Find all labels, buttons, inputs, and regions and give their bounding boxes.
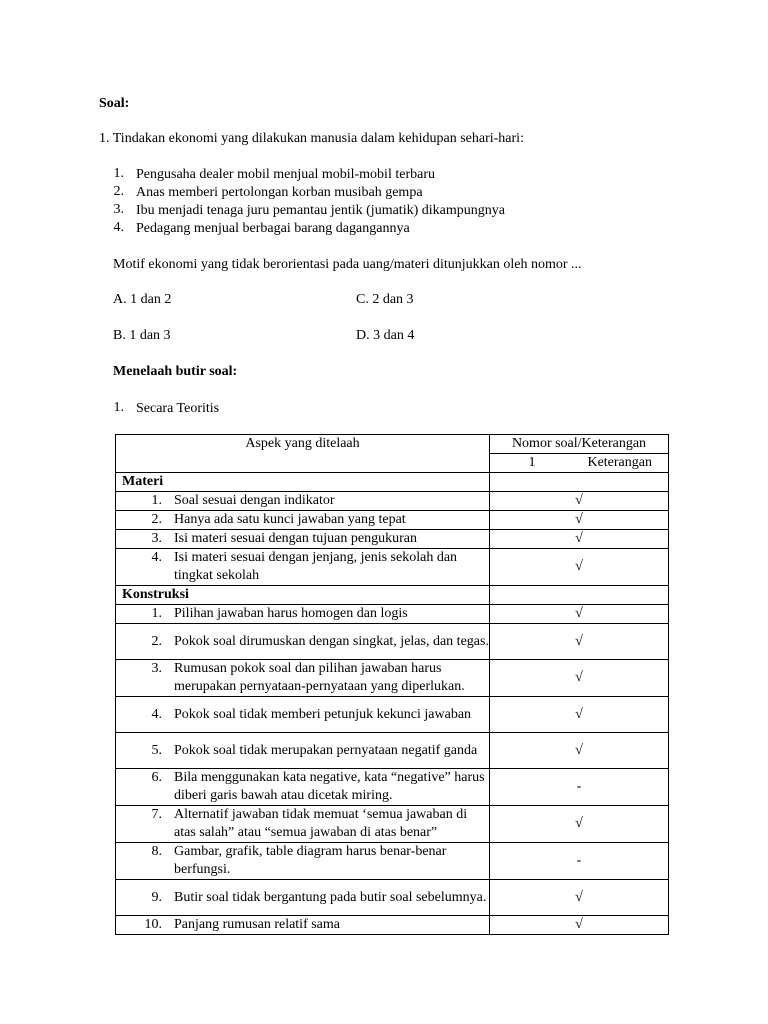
row-text: Rumusan pokok soal dan pilihan jawaban harus merupakan pernyataan-pernyataan yang diperlukan. <box>174 661 465 694</box>
subheader-keterangan: Keterangan <box>587 455 652 470</box>
question-text: 1. Tindakan ekonomi yang dilakukan manusia dalam kehidupan sehari-hari: <box>99 131 524 146</box>
row-text: Panjang rumusan relatif sama <box>174 917 341 932</box>
row-text: Alternatif jawaban tidak memuat ‘semua jawaban di atas salah” atau “semua jawaban di atas benar” <box>174 807 468 840</box>
list-item-text: Ibu menjadi tenaga juru pemantau jentik (jumatik) dikampungnya <box>136 203 505 218</box>
row-number: 2. <box>151 512 162 527</box>
table-row <box>116 733 490 769</box>
list-item-text: Pengusaha dealer mobil menjual mobil-mobil terbaru <box>136 167 435 182</box>
list-item-text: Anas memberi pertolongan korban musibah gempa <box>136 185 423 200</box>
section-konstruksi: Konstruksi <box>116 586 490 605</box>
section-materi: Materi <box>116 473 490 492</box>
table-row <box>116 605 490 624</box>
row-text: Bila menggunakan kata negative, kata “negative” harus diberi garis bawah atau dicetak miring. <box>174 770 485 803</box>
row-number: 4. <box>151 706 162 722</box>
row-number: 6. <box>151 770 162 785</box>
row-number: 1. <box>151 606 162 621</box>
table-row <box>116 530 490 549</box>
header-aspect: Aspek yang ditelaah <box>116 435 490 473</box>
row-text: Butir soal tidak bergantung pada butir soal sebelumnya. <box>174 889 487 905</box>
row-text: Isi materi sesuai dengan jenjang, jenis sekolah dan tingkat sekolah <box>174 550 458 583</box>
list-item-text: Pedagang menjual berbagai barang dagangannya <box>136 221 410 236</box>
row-text: Hanya ada satu kunci jawaban yang tepat <box>174 512 406 527</box>
review-table <box>115 434 669 935</box>
option-a: A. 1 dan 2 <box>113 292 172 307</box>
row-number: 4. <box>151 550 162 565</box>
dash-mark: - <box>490 769 669 806</box>
option-b: B. 1 dan 3 <box>113 328 171 343</box>
row-number: 5. <box>151 742 162 758</box>
check-mark: √ <box>490 916 669 935</box>
check-mark: √ <box>490 697 669 733</box>
list-item-number: 4. <box>113 220 124 235</box>
row-number: 2. <box>151 633 162 649</box>
list-item-number: 2. <box>113 184 124 199</box>
review-item-number: 1. <box>113 400 124 415</box>
table-row <box>116 843 490 880</box>
question-prompt: Motif ekonomi yang tidak berorientasi pada uang/materi ditunjukkan oleh nomor ... <box>113 257 582 272</box>
empty-cell <box>490 473 669 492</box>
header-nomor: Nomor soal/Keterangan <box>490 435 669 454</box>
check-mark: √ <box>490 880 669 916</box>
row-number: 7. <box>151 807 162 822</box>
list-item-number: 1. <box>113 166 124 181</box>
check-mark: √ <box>490 624 669 660</box>
dash-mark: - <box>490 843 669 880</box>
row-text: Pokok soal dirumuskan dengan singkat, jelas, dan tegas. <box>174 633 489 649</box>
row-number: 1. <box>151 493 162 508</box>
review-heading: Menelaah butir soal: <box>113 364 238 379</box>
row-text: Soal sesuai dengan indikator <box>174 493 335 508</box>
check-mark: √ <box>490 806 669 843</box>
table-row <box>116 511 490 530</box>
option-c: C. 2 dan 3 <box>356 292 414 307</box>
header-subcols <box>490 454 669 473</box>
row-number: 3. <box>151 531 162 546</box>
check-mark: √ <box>490 549 669 586</box>
page-heading: Soal: <box>99 96 130 111</box>
table-row <box>116 492 490 511</box>
table-row <box>116 769 490 806</box>
check-mark: √ <box>490 492 669 511</box>
check-mark: √ <box>490 660 669 697</box>
table-row <box>116 880 490 916</box>
row-text: Pokok soal tidak memberi petunjuk kekunci jawaban <box>174 706 472 722</box>
row-text: Gambar, grafik, table diagram harus benar-benar berfungsi. <box>174 844 447 877</box>
table-row <box>116 806 490 843</box>
row-number: 8. <box>151 844 162 859</box>
row-text: Pilihan jawaban harus homogen dan logis <box>174 606 408 621</box>
table-row <box>116 549 490 586</box>
check-mark: √ <box>490 511 669 530</box>
table-row <box>116 697 490 733</box>
review-item-text: Secara Teoritis <box>136 401 220 416</box>
option-d: D. 3 dan 4 <box>356 328 415 343</box>
check-mark: √ <box>490 605 669 624</box>
table-row <box>116 660 490 697</box>
subheader-number: 1 <box>528 455 536 470</box>
row-text: Isi materi sesuai dengan tujuan pengukuran <box>174 531 417 546</box>
check-mark: √ <box>490 733 669 769</box>
row-number: 10. <box>144 917 162 932</box>
table-row <box>116 624 490 660</box>
row-number: 9. <box>151 889 162 905</box>
row-number: 3. <box>151 661 162 676</box>
table-row <box>116 916 490 935</box>
empty-cell <box>490 586 669 605</box>
row-text: Pokok soal tidak merupakan pernyataan negatif ganda <box>174 742 478 758</box>
list-item-number: 3. <box>113 202 124 217</box>
check-mark: √ <box>490 530 669 549</box>
